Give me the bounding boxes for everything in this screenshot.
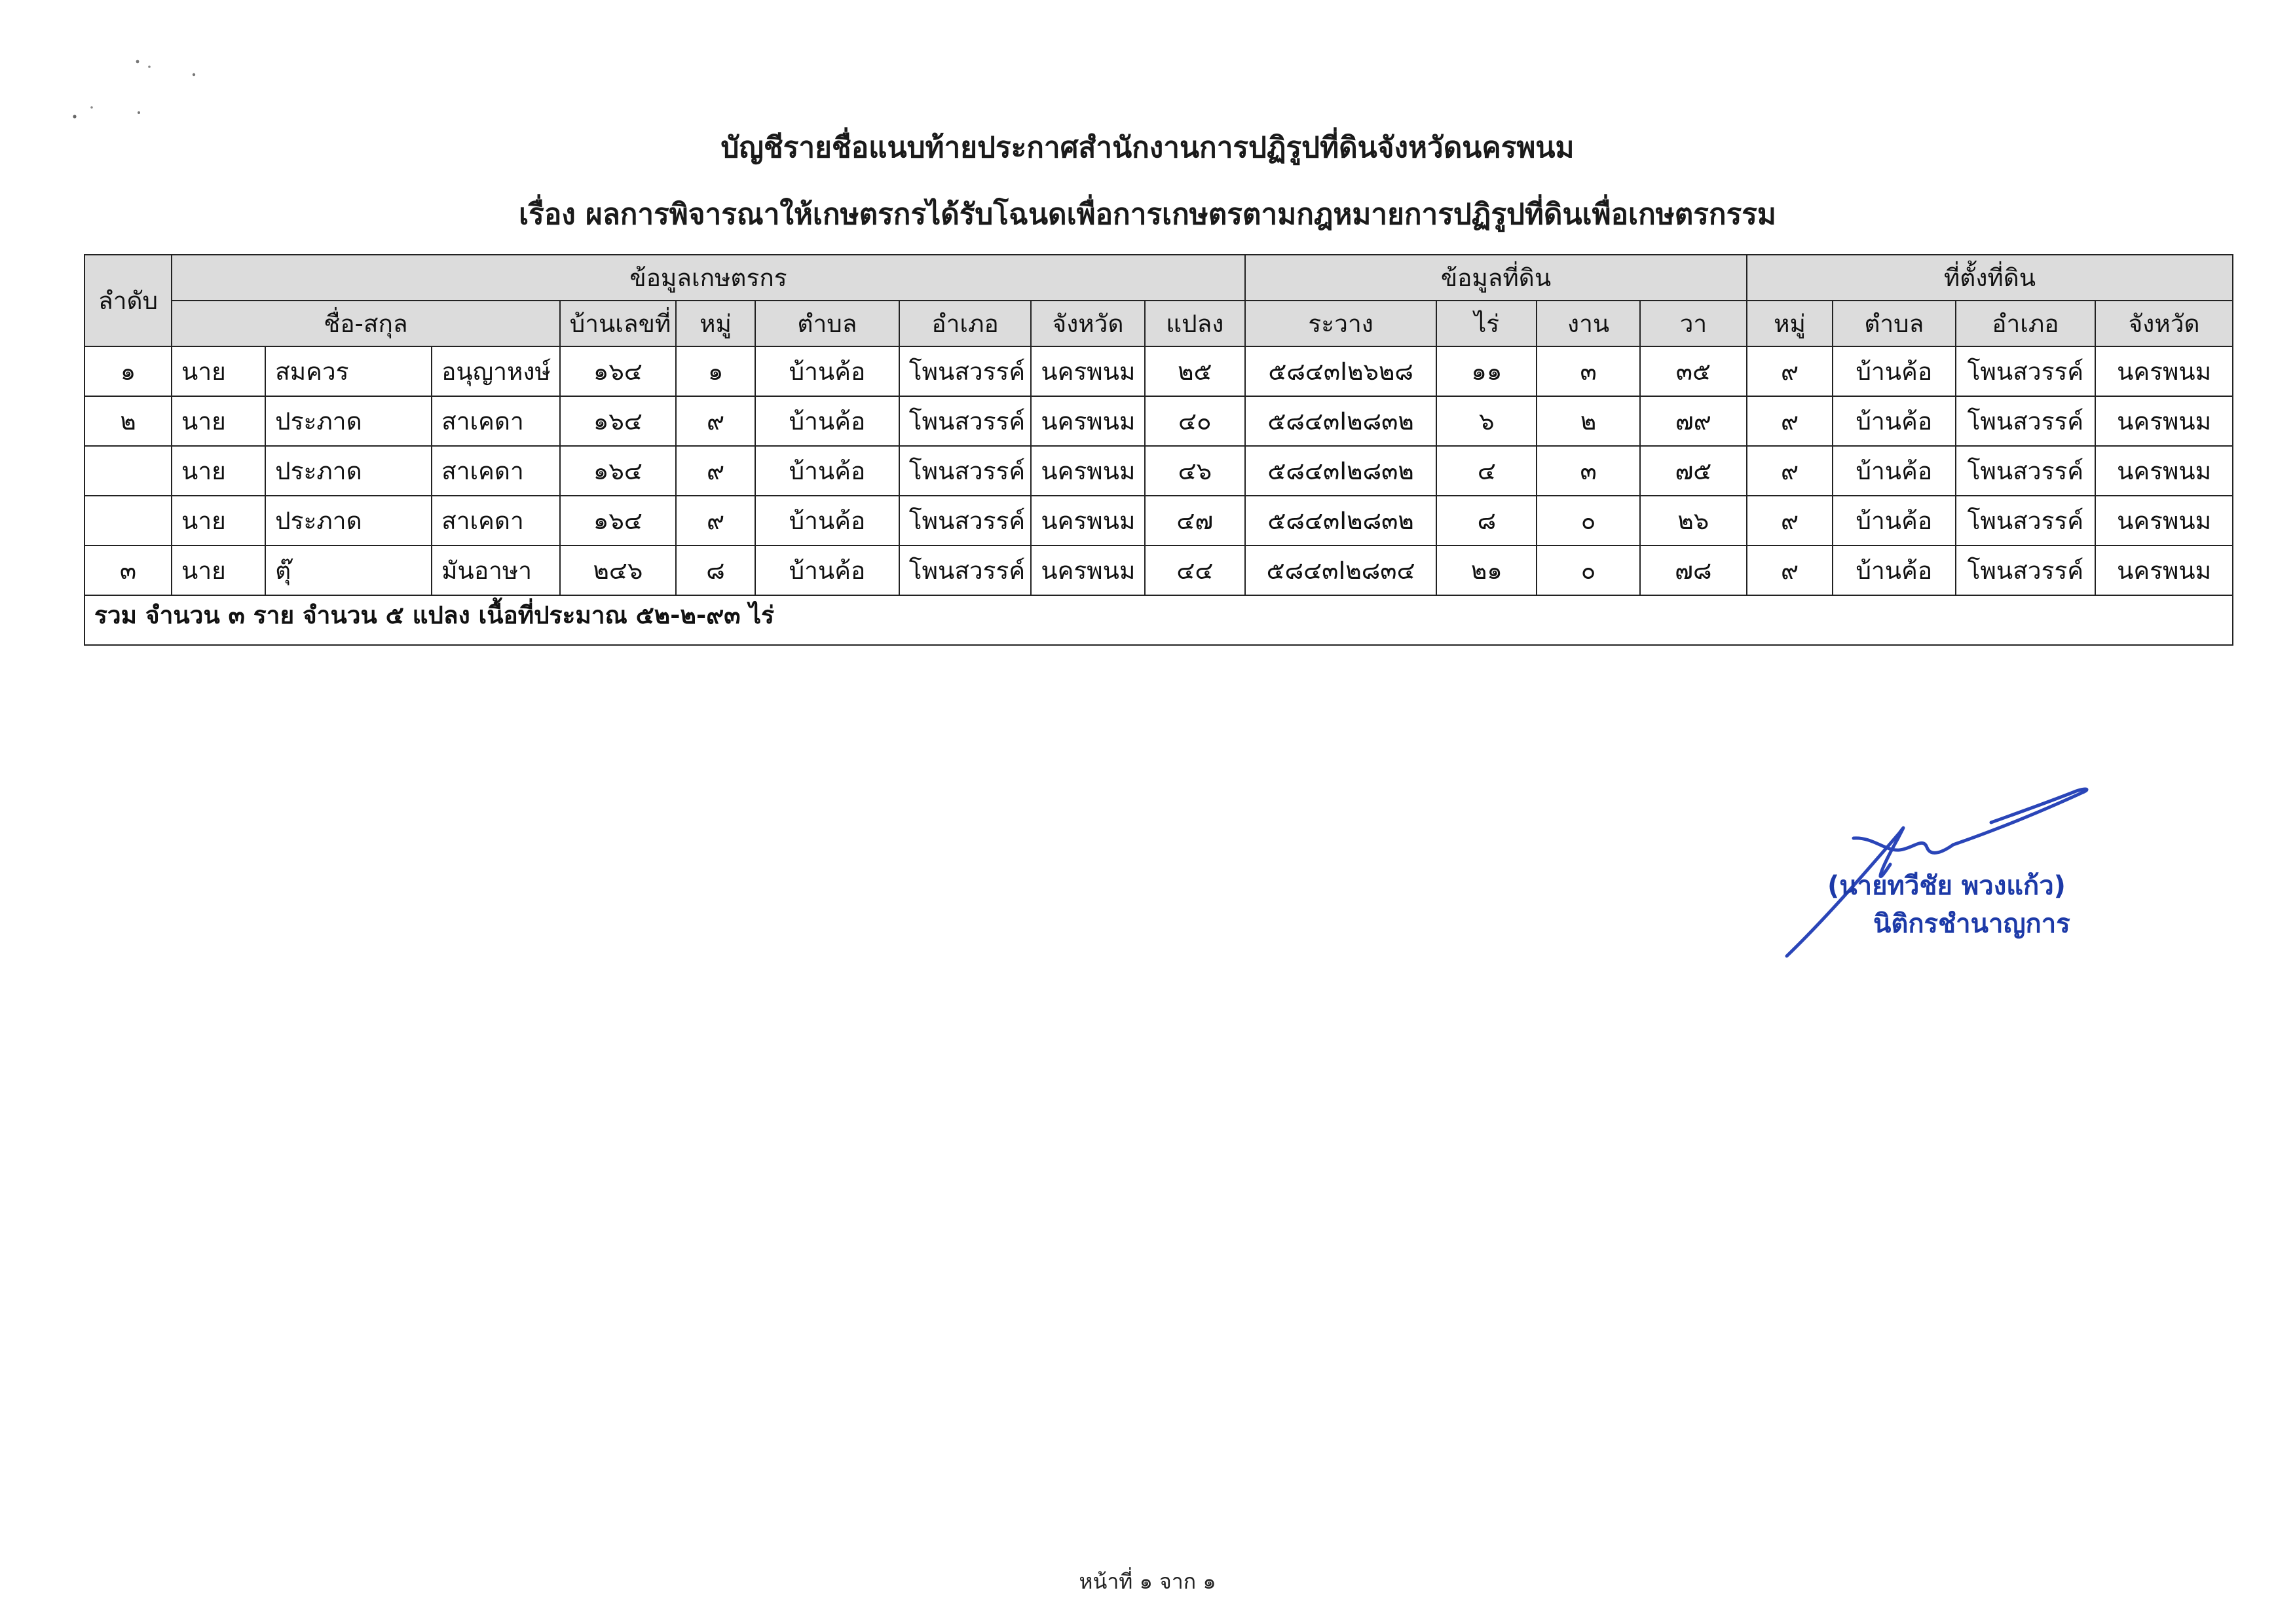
cell-order: ๓ <box>84 545 172 595</box>
cell-amphoe: โพนสวรรค์ <box>899 545 1032 595</box>
cell-order: ๒ <box>84 396 172 446</box>
cell-tambon: บ้านค้อ <box>755 446 899 496</box>
col-name: ชื่อ-สกุล <box>172 301 560 346</box>
cell-loc-tambon: บ้านค้อ <box>1833 346 1955 396</box>
cell-province: นครพนม <box>1031 496 1144 545</box>
cell-house-no: ๑๖๔ <box>560 396 676 446</box>
group-land-location: ที่ตั้งที่ดิน <box>1747 255 2233 301</box>
cell-rawang: ๕๘๔๓I๒๘๓๔ <box>1245 545 1436 595</box>
cell-first-name: สมควร <box>265 346 432 396</box>
cell-loc-moo: ๙ <box>1747 545 1833 595</box>
cell-loc-amphoe: โพนสวรรค์ <box>1956 446 2096 496</box>
cell-amphoe: โพนสวรรค์ <box>899 346 1032 396</box>
cell-rawang: ๕๘๔๓I๒๖๒๘ <box>1245 346 1436 396</box>
cell-loc-moo: ๙ <box>1747 346 1833 396</box>
cell-plot: ๔๐ <box>1145 396 1245 446</box>
col-wa: วา <box>1640 301 1747 346</box>
cell-loc-province: นครพนม <box>2095 496 2233 545</box>
cell-moo: ๙ <box>676 496 755 545</box>
cell-rai: ๖ <box>1436 396 1537 446</box>
cell-amphoe: โพนสวรรค์ <box>899 446 1032 496</box>
cell-ngan: ๐ <box>1537 496 1639 545</box>
col-ngan: งาน <box>1537 301 1639 346</box>
cell-house-no: ๑๖๔ <box>560 496 676 545</box>
cell-rai: ๑๑ <box>1436 346 1537 396</box>
table-total: รวม จำนวน ๓ ราย จำนวน ๕ แปลง เนื้อที่ประมาณ ๕๒-๒-๙๓ ไร่ <box>84 595 2233 645</box>
cell-plot: ๒๕ <box>1145 346 1245 396</box>
cell-loc-amphoe: โพนสวรรค์ <box>1956 346 2096 396</box>
cell-loc-province: นครพนม <box>2095 545 2233 595</box>
table-row <box>84 496 2233 545</box>
document-title: บัญชีรายชื่อแนบท้ายประกาศสำนักงานการปฏิรูปที่ดินจังหวัดนครพนม <box>720 131 1575 164</box>
col-amphoe: อำเภอ <box>899 301 1032 346</box>
cell-house-no: ๑๖๔ <box>560 446 676 496</box>
cell-prefix: นาย <box>172 346 265 396</box>
cell-rawang: ๕๘๔๓I๒๘๓๒ <box>1245 396 1436 446</box>
cell-loc-moo: ๙ <box>1747 396 1833 446</box>
cell-last-name: สาเคดา <box>432 446 560 496</box>
cell-order <box>84 496 172 545</box>
cell-loc-province: นครพนม <box>2095 446 2233 496</box>
cell-prefix: นาย <box>172 396 265 446</box>
cell-tambon: บ้านค้อ <box>755 545 899 595</box>
cell-first-name: ประภาด <box>265 446 432 496</box>
scan-specks <box>65 52 210 131</box>
col-rai: ไร่ <box>1436 301 1537 346</box>
col-loc-tambon: ตำบล <box>1833 301 1955 346</box>
col-loc-amphoe: อำเภอ <box>1956 301 2096 346</box>
cell-loc-moo: ๙ <box>1747 496 1833 545</box>
cell-wa: ๗๙ <box>1640 396 1747 446</box>
cell-moo: ๘ <box>676 545 755 595</box>
col-tambon: ตำบล <box>755 301 899 346</box>
table-row <box>84 545 2233 595</box>
cell-house-no: ๒๔๖ <box>560 545 676 595</box>
cell-last-name: อนุญาหงษ์ <box>432 346 560 396</box>
cell-rai: ๒๑ <box>1436 545 1537 595</box>
cell-loc-tambon: บ้านค้อ <box>1833 396 1955 446</box>
cell-loc-amphoe: โพนสวรรค์ <box>1956 545 2096 595</box>
col-loc-moo: หมู่ <box>1747 301 1833 346</box>
cell-moo: ๙ <box>676 396 755 446</box>
cell-last-name: มันอาษา <box>432 545 560 595</box>
cell-moo: ๑ <box>676 346 755 396</box>
farmer-land-table <box>84 254 2233 646</box>
document-subject: เรื่อง ผลการพิจารณาให้เกษตรกรได้รับโฉนดเพื่อการเกษตรตามกฎหมายการปฏิรูปที่ดินเพื่อเกษตรกรรม <box>519 198 1776 231</box>
cell-first-name: ประภาด <box>265 496 432 545</box>
cell-province: นครพนม <box>1031 346 1144 396</box>
cell-first-name: ตุ๊ <box>265 545 432 595</box>
col-province: จังหวัด <box>1031 301 1144 346</box>
cell-last-name: สาเคดา <box>432 396 560 446</box>
group-farmer-info: ข้อมูลเกษตรกร <box>172 255 1245 301</box>
cell-ngan: ๐ <box>1537 545 1639 595</box>
cell-house-no: ๑๖๔ <box>560 346 676 396</box>
column-header-row <box>84 301 2233 346</box>
table-row <box>84 346 2233 396</box>
cell-first-name: ประภาด <box>265 396 432 446</box>
cell-loc-tambon: บ้านค้อ <box>1833 496 1955 545</box>
signatory-name: (นายทวีชัย พวงแก้ว) <box>1827 871 2066 901</box>
cell-prefix: นาย <box>172 545 265 595</box>
cell-ngan: ๓ <box>1537 446 1639 496</box>
cell-province: นครพนม <box>1031 396 1144 446</box>
cell-loc-province: นครพนม <box>2095 346 2233 396</box>
total-row <box>84 595 2233 645</box>
cell-plot: ๔๖ <box>1145 446 1245 496</box>
cell-wa: ๗๕ <box>1640 446 1747 496</box>
col-rawang: ระวาง <box>1245 301 1436 346</box>
cell-tambon: บ้านค้อ <box>755 346 899 396</box>
cell-tambon: บ้านค้อ <box>755 396 899 446</box>
cell-prefix: นาย <box>172 446 265 496</box>
cell-rawang: ๕๘๔๓I๒๘๓๒ <box>1245 496 1436 545</box>
cell-loc-amphoe: โพนสวรรค์ <box>1956 496 2096 545</box>
cell-rawang: ๕๘๔๓I๒๘๓๒ <box>1245 446 1436 496</box>
cell-province: นครพนม <box>1031 446 1144 496</box>
cell-wa: ๒๖ <box>1640 496 1747 545</box>
cell-order <box>84 446 172 496</box>
cell-ngan: ๓ <box>1537 346 1639 396</box>
cell-order: ๑ <box>84 346 172 396</box>
cell-plot: ๔๗ <box>1145 496 1245 545</box>
cell-moo: ๙ <box>676 446 755 496</box>
cell-loc-tambon: บ้านค้อ <box>1833 545 1955 595</box>
cell-wa: ๗๘ <box>1640 545 1747 595</box>
col-house-no: บ้านเลขที่ <box>560 301 676 346</box>
col-plot: แปลง <box>1145 301 1245 346</box>
cell-loc-amphoe: โพนสวรรค์ <box>1956 396 2096 446</box>
cell-last-name: สาเคดา <box>432 496 560 545</box>
cell-loc-tambon: บ้านค้อ <box>1833 446 1955 496</box>
col-loc-province: จังหวัด <box>2095 301 2233 346</box>
cell-amphoe: โพนสวรรค์ <box>899 396 1032 446</box>
cell-ngan: ๒ <box>1537 396 1639 446</box>
table-row <box>84 396 2233 446</box>
cell-loc-moo: ๙ <box>1747 446 1833 496</box>
cell-tambon: บ้านค้อ <box>755 496 899 545</box>
group-land-info: ข้อมูลที่ดิน <box>1245 255 1747 301</box>
cell-rai: ๘ <box>1436 496 1537 545</box>
table-row <box>84 446 2233 496</box>
cell-province: นครพนม <box>1031 545 1144 595</box>
page-number: หน้าที่ ๑ จาก ๑ <box>1079 1569 1216 1594</box>
cell-prefix: นาย <box>172 496 265 545</box>
cell-wa: ๓๕ <box>1640 346 1747 396</box>
cell-amphoe: โพนสวรรค์ <box>899 496 1032 545</box>
cell-loc-province: นครพนม <box>2095 396 2233 446</box>
signatory-position: นิติกรชำนาญการ <box>1873 909 2070 939</box>
cell-rai: ๔ <box>1436 446 1537 496</box>
group-header-row <box>84 255 2233 301</box>
cell-plot: ๔๔ <box>1145 545 1245 595</box>
col-moo: หมู่ <box>676 301 755 346</box>
col-order: ลำดับ <box>84 255 172 346</box>
